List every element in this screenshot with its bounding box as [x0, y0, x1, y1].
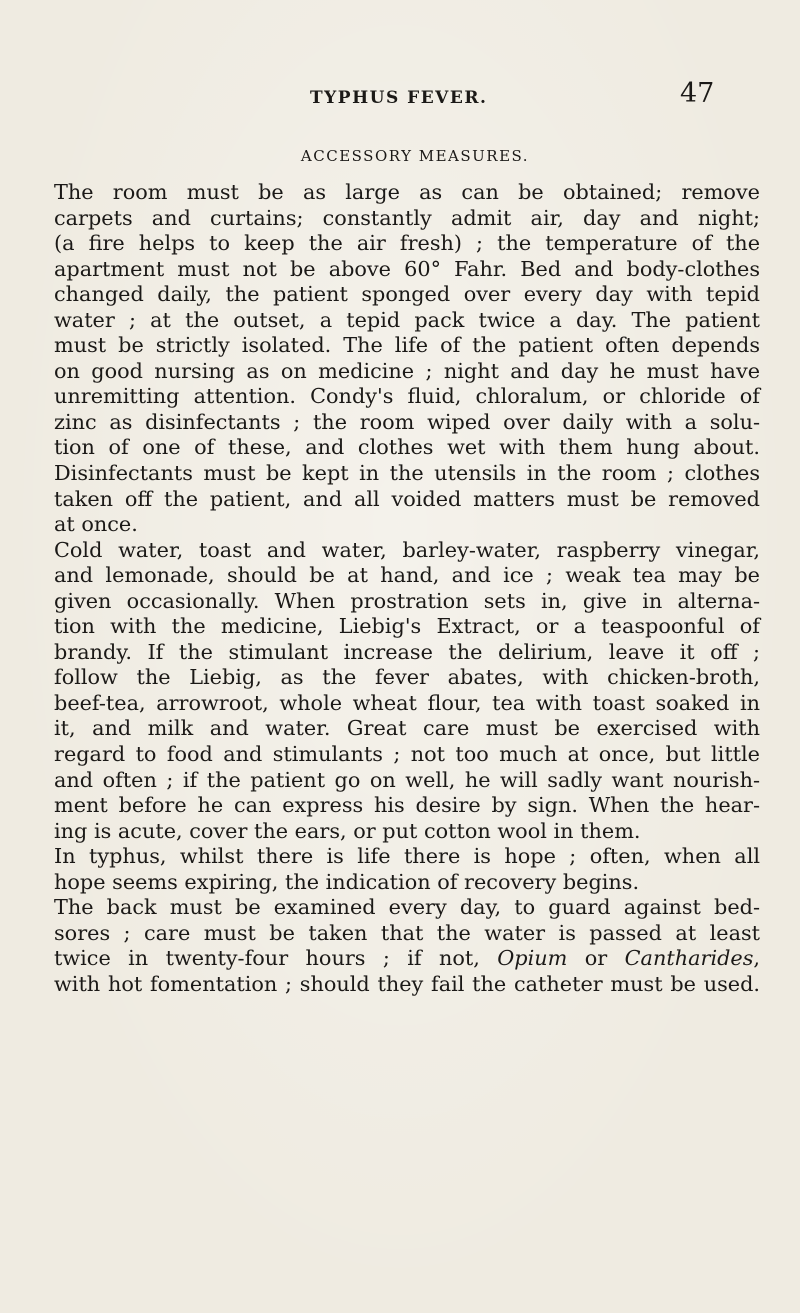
text-line: ment before he can express his desire by sign. When the hear- — [54, 793, 760, 818]
text-line: it, and milk and water. Great care must be exercised with — [54, 716, 760, 741]
body-text — [54, 180, 760, 998]
text-line: and lemonade, should be at hand, and ice ; weak tea may be — [54, 563, 760, 588]
text-line: sores ; care must be taken that the water is passed at least — [54, 920, 760, 945]
text-line: carpets and curtains; constantly admit air, day and night; — [54, 205, 760, 230]
text-line — [54, 946, 760, 972]
text-line: regard to food and stimulants ; not too much at once, but little — [54, 742, 760, 767]
text-line: at once. — [54, 512, 138, 537]
text-line: unremitting attention. Condy's fluid, chloralum, or chloride of — [54, 384, 760, 409]
text-line: (a fire helps to keep the air fresh) ; the temperature of the — [54, 231, 760, 256]
text-line: hope seems expiring, the indication of recovery begins. — [54, 869, 640, 894]
text-line: changed daily, the patient sponged over every day with tepid — [54, 282, 760, 307]
text-line: beef-tea, arrowroot, whole wheat flour, tea with toast soaked in — [54, 690, 760, 715]
text-fragment: , — [753, 946, 761, 971]
section-heading: ACCESSORY MEASURES. — [300, 147, 530, 165]
text-line: tion of one of these, and clothes wet with them hung about. — [54, 435, 760, 460]
text-line: Cold water, toast and water, barley-water, raspberry vinegar, — [54, 537, 760, 562]
text-line: Disinfectants must be kept in the utensils in the room ; clothes — [54, 461, 760, 486]
text-line: apartment must not be above 60° Fahr. Bed and body-clothes — [54, 256, 760, 281]
text-line: zinc as disinfectants ; the room wiped over daily with a solu- — [54, 409, 760, 434]
italic-term: Opium — [497, 946, 568, 971]
running-title: TYPHUS FEVER. — [310, 88, 488, 108]
text-line: tion with the medicine, Liebig's Extract, or a teaspoonful of — [54, 614, 760, 639]
text-line: In typhus, whilst there is life there is hope ; often, when all — [54, 844, 760, 869]
italic-term: Cantharides — [624, 946, 754, 971]
text-line: ing is acute, cover the ears, or put cotton wool in them. — [54, 818, 641, 843]
running-head — [0, 78, 800, 112]
text-line: The back must be examined every day, to guard against bed- — [54, 895, 760, 920]
text-line: and often ; if the patient go on well, he will sadly want nourish- — [54, 767, 760, 792]
text-line: water ; at the outset, a tepid pack twice a day. The patient — [54, 307, 760, 332]
text-line: on good nursing as on medicine ; night and day he must have — [54, 358, 760, 383]
text-line: follow the Liebig, as the fever abates, with chicken-broth, — [54, 665, 760, 690]
page-number: 47 — [680, 78, 715, 109]
text-fragment: twice in twenty-four hours ; if not, — [54, 946, 498, 971]
text-line: must be strictly isolated. The life of the patient often depends — [54, 333, 760, 358]
text-line: brandy. If the stimulant increase the delirium, leave it off ; — [54, 639, 760, 664]
text-line: with hot fomentation ; should they fail the catheter must be used. — [54, 971, 760, 996]
text-fragment: or — [567, 946, 625, 971]
text-line: taken off the patient, and all voided matters must be removed — [54, 486, 760, 511]
text-line: given occasionally. When prostration sets in, give in alterna- — [54, 588, 760, 613]
text-line: The room must be as large as can be obtained; remove — [54, 180, 760, 204]
